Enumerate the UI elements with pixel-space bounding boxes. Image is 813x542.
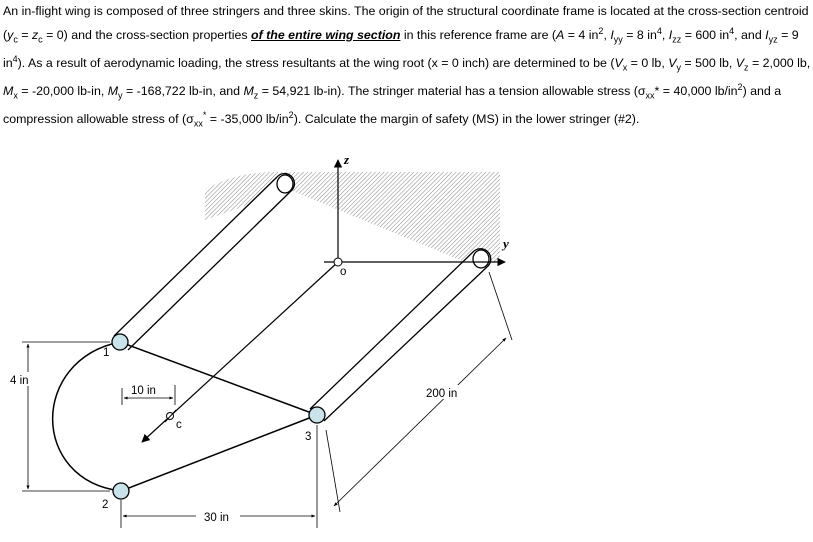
stringer-2	[113, 483, 129, 499]
problem-text-run: y	[118, 90, 123, 101]
problem-text-run: x	[13, 90, 18, 101]
problem-text-run: I	[765, 27, 769, 42]
problem-text-run: = 600 in	[681, 27, 730, 42]
problem-text-run: M	[243, 84, 254, 99]
problem-text-run: ). Calculate the margin of safety (MS) in the lower stringer (#2).	[293, 112, 640, 127]
problem-text-run: A	[556, 27, 565, 42]
problem-text-run: = 500 lb,	[680, 55, 736, 70]
problem-text-run: 4	[729, 25, 735, 36]
problem-text-run: c	[38, 34, 43, 45]
problem-text-run: zz	[672, 34, 682, 45]
problem-text-run: 2	[598, 25, 604, 36]
stringer-2-label: 2	[102, 499, 109, 511]
problem-text-run: = 4 in	[564, 27, 599, 42]
problem-text-run: M	[3, 84, 14, 99]
problem-text-run: = 2,000 lb,	[748, 55, 811, 70]
problem-text-run: c	[13, 34, 18, 45]
problem-text-run: = 8 in	[622, 27, 657, 42]
problem-text-run: *	[202, 110, 207, 121]
problem-text-run: y	[7, 27, 14, 42]
stringer-1-label: 1	[103, 347, 110, 359]
upper-skin	[120, 342, 317, 415]
problem-text-run: = 0) and the cross-section properties	[42, 27, 252, 42]
problem-text-run: ). As a result of aerodynamic loading, the stress resultants at the wing root (x = 0 inch) are determined to be (	[17, 55, 615, 70]
leading-edge-skin	[53, 342, 121, 491]
problem-text-run: z	[744, 62, 749, 73]
problem-text-run: ,	[661, 27, 669, 42]
problem-text-run: ) and a compression allowable stress of (σ	[3, 84, 782, 127]
problem-text-run: in this reference frame are (	[400, 27, 557, 42]
problem-statement	[3, 2, 811, 134]
problem-text-run: x	[622, 62, 628, 73]
dim-span-label: 200 in	[426, 388, 458, 400]
problem-text-run: yy	[613, 34, 623, 45]
origin-marker	[334, 258, 342, 266]
problem-text-run: An in-flight wing is composed of three stringers and three skins. The origin of the structural coordinate frame is located at the cross-section centroid (	[3, 4, 809, 42]
problem-text-run: = 9 in	[3, 27, 799, 70]
problem-text-run: = -20,000 lb-in,	[17, 84, 108, 99]
problem-text-run: =	[17, 27, 32, 42]
problem-text-run: z	[31, 27, 39, 42]
axis-z-label: z	[344, 152, 350, 167]
problem-text-run: = -35,000 lb/in	[206, 112, 289, 127]
dim-chord-label: 30 in	[204, 512, 229, 524]
dim-centroid-label: 10 in	[131, 385, 156, 397]
centroid-label: c	[176, 419, 182, 431]
problem-text-run: V	[668, 55, 677, 70]
problem-text-run: y	[676, 62, 681, 73]
problem-text-run: xx	[193, 118, 203, 129]
problem-text-run: , and	[734, 27, 766, 42]
axis-y-label: y	[503, 236, 509, 251]
problem-text-run: * = 40,000 lb/in	[654, 84, 738, 99]
problem-text-run: = 0 lb,	[627, 55, 669, 70]
problem-text-run: V	[614, 55, 623, 70]
problem-text-run: 4	[12, 53, 18, 64]
stringer-1-tube	[114, 174, 294, 350]
dim-height-label: 4 in	[10, 375, 29, 387]
wing-diagram	[0, 140, 813, 542]
emphasis-text: of the entire wing section	[251, 27, 401, 42]
problem-text-run: yz	[768, 34, 778, 45]
problem-text-run: 4	[656, 25, 662, 36]
problem-text-run: M	[107, 84, 119, 99]
problem-text-run: = -168,722 lb-in, and	[122, 84, 244, 99]
problem-text-run: z	[253, 90, 259, 101]
stringer-3-label: 3	[305, 431, 312, 443]
problem-text-run: I	[668, 27, 673, 42]
stringer-3	[309, 407, 325, 423]
lower-skin	[121, 415, 317, 491]
problem-text-run: ,	[603, 27, 611, 42]
problem-text-run: 2	[737, 81, 743, 92]
origin-label: o	[340, 266, 347, 278]
problem-text-run: I	[610, 27, 614, 42]
problem-text-run: 2	[288, 110, 294, 121]
problem-text-run: xx	[645, 90, 655, 101]
problem-text-run: = 54,921 lb-in). The stringer material has a tension allowable stress (σ	[258, 84, 646, 99]
stringer-1	[112, 334, 128, 350]
problem-text-run: V	[735, 55, 745, 70]
